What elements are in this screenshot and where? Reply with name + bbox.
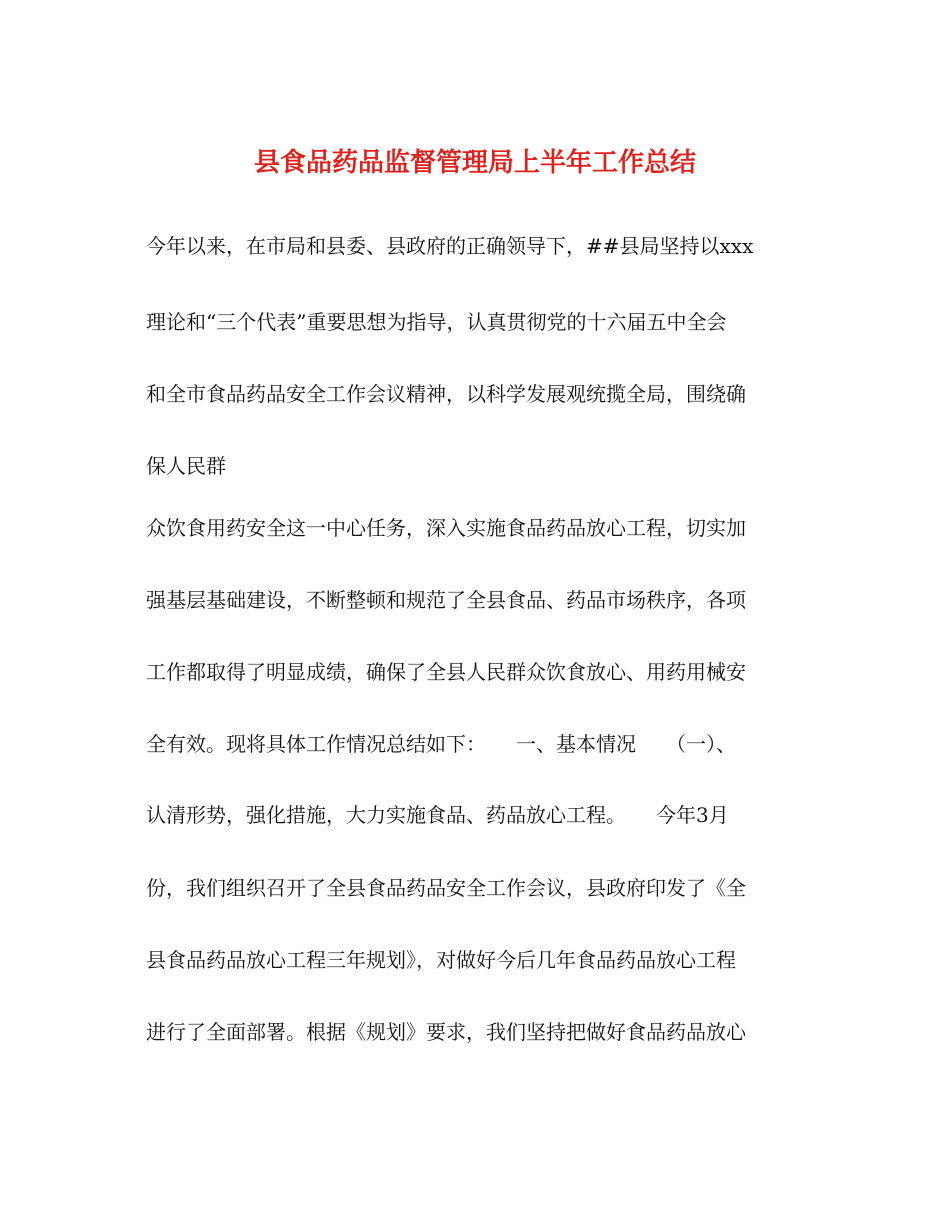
document-title: 县食品药品监督管理局上半年工作总结 — [253, 148, 696, 178]
body-line: 强基层基础建设，不断整顿和规范了全县食品、药品市场秩序，各项 — [146, 588, 746, 612]
body-line: 进行了全面部署。根据《规划》要求，我们坚持把做好食品药品放心 — [146, 1020, 746, 1044]
body-line: 全有效。现将具体工作情况总结如下： 一、基本情况 （一）、 — [146, 732, 736, 756]
body-line: 今年以来，在市局和县委、县政府的正确领导下，##县局坚持以xxx — [146, 234, 754, 258]
body-line: 保人民群 — [146, 454, 226, 478]
body-line: 认清形势，强化措施，大力实施食品、药品放心工程。 今年3月 — [146, 803, 729, 827]
body-line: 理论和“三个代表”重要思想为指导，认真贯彻党的十六届五中全会 — [146, 310, 727, 334]
body-line: 工作都取得了明显成绩，确保了全县人民群众饮食放心、用药用械安 — [146, 660, 746, 684]
body-line: 份，我们组织召开了全县食品药品安全工作会议，县政府印发了《全 — [146, 876, 746, 900]
body-line: 和全市食品药品安全工作会议精神，以科学发展观统揽全局，围绕确 — [146, 382, 746, 406]
body-line: 县食品药品放心工程三年规划》，对做好今后几年食品药品放心工程 — [146, 948, 736, 972]
body-line: 众饮食用药安全这一中心任务，深入实施食品药品放心工程，切实加 — [146, 516, 746, 540]
